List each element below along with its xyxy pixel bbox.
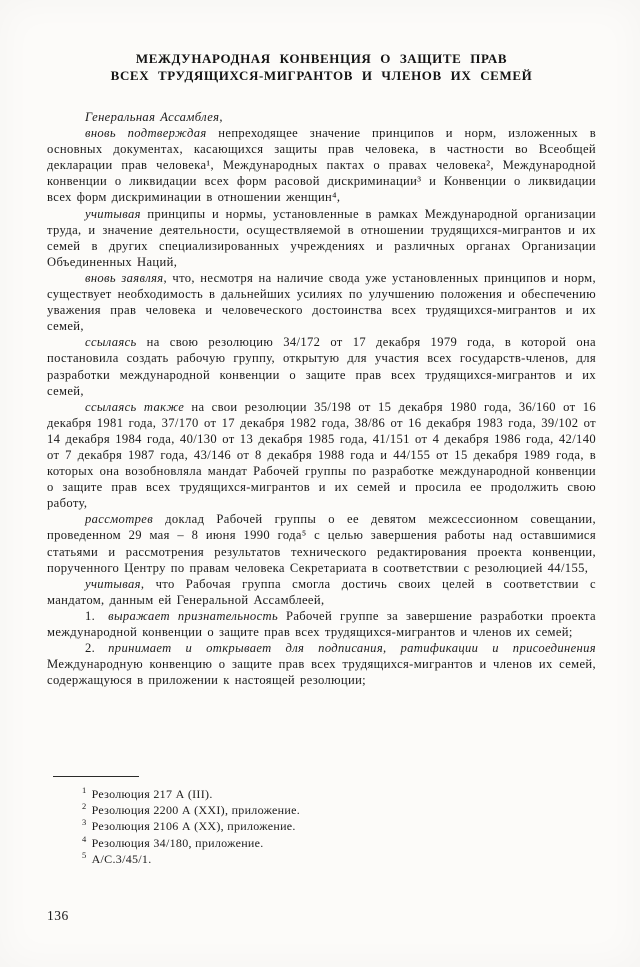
footnote [47,802,596,818]
title-line-2: ВСЕХ ТРУДЯЩИХСЯ-МИГРАНТОВ И ЧЛЕНОВ ИХ СЕМЕЙ [110,68,533,83]
footnote-text: Резолюция 2106 А (XX), приложение. [91,819,296,834]
paragraph-lead: вновь подтверждая [85,126,207,141]
paragraph-text: на свои резолюции 35/198 от 15 декабря 1980 года, 36/160 от 16 декабря 1981 года, 37/170 от 17 декабря 1982 года, 38/86 от 16 декабря 1983 года, 39/102 от 14 декабря 1984 года, 40/130 от 13 декабря 1985 года, 41/151 от 4 декабря 1986 года, 42/140 от 7 декабря 1987 года, 43/146 от 8 декабря 1988 года и 44/155 от 15 декабря 1989 года, в которых она возобновляла мандат Рабочей группы по разработке международной конвенции о защите прав всех трудящихся-мигрантов и их семей и просила ее продолжить свою работу, [47,399,596,511]
footnote-marker: 1 [82,785,87,795]
paragraph [47,109,596,125]
paragraph-text: , что Рабочая группа смогла достичь своих целей в соответствии с мандатом, данным ей Генеральной Ассамблеей, [47,576,596,607]
footnote-marker: 2 [82,801,87,812]
paragraph-lead: Генеральная Ассамблея, [85,110,223,124]
paragraph-lead: учитывая [85,206,141,221]
paragraph [47,399,596,512]
footnote-marker: 5 [82,849,87,860]
footnote-marker: 3 [82,817,87,828]
footnote [47,786,596,802]
paragraph [47,206,596,270]
footnote [47,851,596,867]
paragraph [47,511,596,575]
paragraph [47,640,596,688]
page-number: 136 [47,908,69,923]
paragraph-lead: вновь заявляя [85,270,164,285]
footnote-text: Резолюция 34/180, приложение. [91,835,264,850]
paragraph [47,334,596,398]
paragraph [47,125,596,205]
document-title [47,50,596,84]
footnote-text: Резолюция 217 А (III). [91,787,213,801]
footnote-separator [53,776,139,777]
paragraph-lead: принимает и открывает для подписания, ратификации и присоединения [108,641,596,656]
paragraph-lead: учитывая [85,576,141,591]
footnote [47,818,596,834]
footnote-text: A/C.3/45/1. [91,851,152,866]
paragraph-text: доклад Рабочей группы о ее девятом межсессионном совещании, проведенном 29 мая – 8 июня 1990 года⁵ с целью завершения работы над оставшимися статьями и рассмотрения результатов технического редактирования проекта конвенции, порученного Центру по правам человека Секретариата в соответствии с резолюцией 44/155, [47,512,596,575]
paragraph-text: на свою резолюцию 34/172 от 17 декабря 1979 года, в которой она постановила создать рабочую группу, открытую для участия всех государств-членов, для разработки международной конвенции о защите прав всех трудящихся-мигрантов и их семей, [47,335,596,398]
document-body [47,109,596,688]
title-line-1: МЕЖДУНАРОДНАЯ КОНВЕНЦИЯ О ЗАЩИТЕ ПРАВ [135,51,508,66]
paragraph-text: принципы и нормы, установленные в рамках Международной организации труда, и значение деятельности, осуществляемой в отношении трудящихся-мигрантов и их семей в других специализированных учреждениях и различных органах Организации Объединенных Наций, [47,206,596,269]
footnote-block [47,776,596,867]
footnote [47,835,596,851]
footnotes-list [47,786,596,867]
paragraph [47,270,596,334]
paragraph-lead: рассмотрев [85,512,154,527]
paragraph-lead: выражает признательность [108,608,279,623]
paragraph-text: , что, несмотря на наличие свода уже установленных принципов и норм, существует необходимость в дальнейших усилиях по улучшению положения и обеспечению уважения прав человека и человеческого достоинства всех трудящихся-мигрантов и их семей, [47,270,596,334]
paragraph-text: Рабочей группе за завершение разработки проекта международной конвенции о защите прав всех трудящихся-мигрантов и членов их семей; [47,608,596,639]
paragraph-lead: ссылаясь [85,335,137,350]
paragraph-lead: ссылаясь также [85,399,185,414]
paragraph-number: 2. [85,641,96,656]
paragraph-text: непреходящее значение принципов и норм, изложенных в основных документах, касающихся защиты прав человека, в частности во Всеобщей декларации прав человека¹, Международных пактах о правах человека², Международной конвенции о ликвидации всех форм расовой дискриминации³ и Конвенции о ликвидации всех форм дискриминации в отношении женщин⁴, [47,126,596,205]
paragraph [47,608,596,640]
paragraph-text: Международную конвенцию о защите прав всех трудящихся-мигрантов и членов их семей, содержащуюся в приложении к настоящей резолюции; [47,657,596,688]
paragraph [47,576,596,608]
footnote-marker: 4 [82,833,87,844]
paragraph-number: 1. [85,608,96,623]
footnote-text: Резолюция 2200 А (XXI), приложение. [91,803,301,818]
